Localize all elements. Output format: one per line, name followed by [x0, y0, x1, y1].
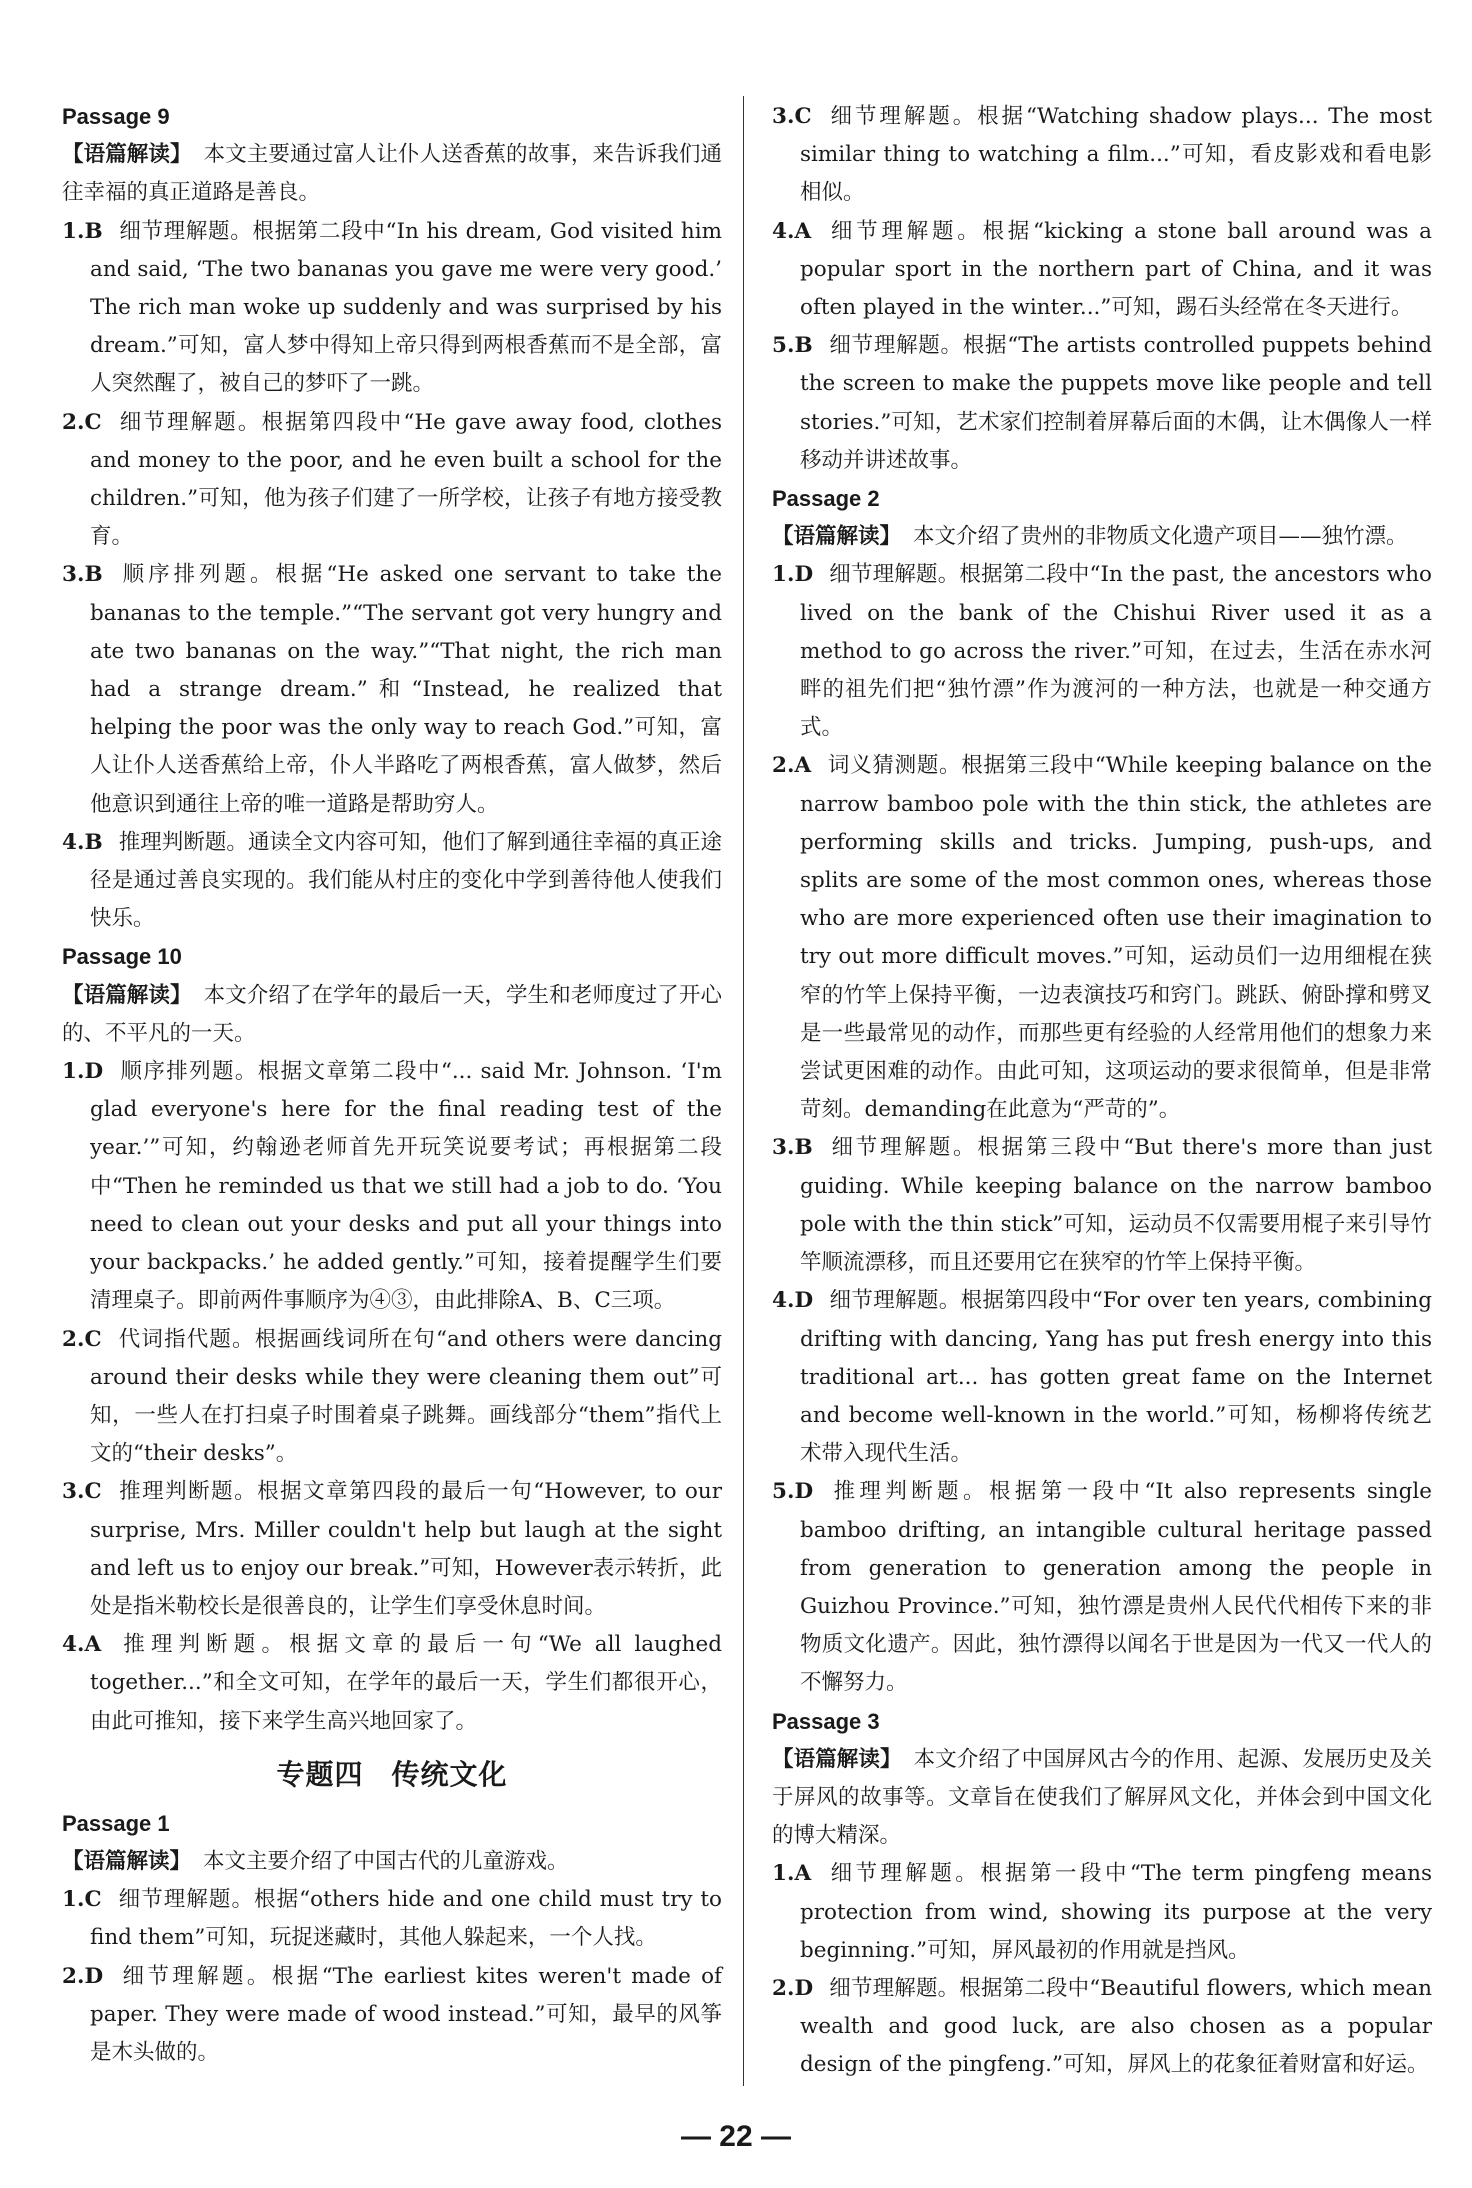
summary-text: 本文介绍了贵州的非物质文化遗产项目——独竹漂。 — [913, 524, 1408, 550]
summary-text: 本文主要介绍了中国古代的儿童游戏。 — [203, 1848, 569, 1874]
answer-item — [62, 213, 722, 404]
answer-letter: D — [84, 1963, 104, 1989]
answer-explanation: 细节理解题。根据第二段中“In his dream, God visited him and said, ‘The two bananas you gave me were very good.’ The rich man woke up suddenly and was surprised by his dream.”可知，富人梦中得知上帝只得到两根香蕉而不是全部，富人突然醒了，被自己的梦吓了一跳。 — [90, 218, 722, 397]
answer-item — [62, 1881, 722, 1957]
question-number: 3. — [772, 104, 795, 129]
answer-item — [772, 327, 1432, 480]
question-number: 5. — [772, 1479, 795, 1505]
section-label: 专题四 — [276, 1757, 364, 1791]
question-number: 5. — [772, 333, 795, 359]
question-number: 4. — [772, 1288, 795, 1314]
answer-explanation: 代词指代题。根据画线词所在句“and others were dancing around their desks while they were cleaning them out”可知，一些人在打扫桌子时围着桌子跳舞。画线部分“them”指代上文的“their desks”。 — [90, 1326, 722, 1467]
section-heading — [62, 1749, 722, 1801]
passage-heading: Passage 10 — [62, 944, 182, 970]
summary-tag: 【语篇解读】 — [772, 524, 902, 550]
question-number: 1. — [62, 218, 85, 244]
answer-explanation: 细节理解题。根据“kicking a stone ball around was a popular sport in the northern part of China, and it was often played in the winter...”可知，踢石头经常在冬天进行。 — [800, 218, 1432, 321]
answer-letter: D — [794, 1288, 814, 1314]
answer-item — [772, 1970, 1432, 2085]
question-number: 3. — [62, 1479, 85, 1505]
page-number: — 22 — — [680, 2120, 792, 2153]
passage-heading: Passage 1 — [62, 1810, 170, 1836]
summary-text: 本文介绍了在学年的最后一天，学生和老师度过了开心的、不平凡的一天。 — [62, 982, 722, 1046]
answer-item — [772, 1282, 1432, 1473]
answer-explanation: 细节理解题。根据第二段中“Beautiful flowers, which mean wealth and good luck, are also chosen as a popular design of the pingfeng.”可知，屏风上的花象征着财富和好运。 — [800, 1975, 1432, 2078]
question-number: 2. — [62, 409, 85, 435]
question-number: 2. — [62, 1963, 85, 1989]
question-number: 1. — [62, 1887, 85, 1913]
answer-item — [772, 1855, 1432, 1970]
right-column — [772, 98, 1432, 2085]
question-number: 2. — [772, 753, 795, 779]
answer-letter: C — [84, 1479, 102, 1505]
summary-tag: 【语篇解读】 — [772, 1746, 902, 1772]
answer-letter: C — [84, 409, 102, 435]
question-number: 1. — [772, 1861, 795, 1887]
passage-summary — [62, 1843, 722, 1881]
passage-heading: Passage 9 — [62, 104, 170, 129]
answer-letter: C — [794, 104, 812, 129]
answer-explanation: 细节理解题。根据“Watching shadow plays... The most similar thing to watching a film...”可知，看皮影戏和看电影相似。 — [800, 104, 1432, 206]
answer-explanation: 细节理解题。根据第二段中“In the past, the ancestors who lived on the bank of the Chishui River used it as a method to go across the river.”可知，在过去，生活在赤水河畔的祖先们把“独竹漂”作为渡河的一种方法，也就是一种交通方式。 — [800, 562, 1432, 741]
passage-summary — [62, 977, 722, 1053]
answer-letter: B — [84, 829, 103, 855]
answer-letter: A — [84, 1632, 102, 1658]
answer-explanation: 细节理解题。根据第四段中“For over ten years, combining drifting with dancing, Yang has put fresh energy into this traditional art... has gotten great fame on the Internet and become well-known in the world.”可知，杨柳将传统艺术带入现代生活。 — [800, 1288, 1432, 1467]
answer-item — [62, 824, 722, 939]
passage-summary — [62, 136, 722, 212]
answer-letter: A — [794, 218, 812, 244]
answer-item — [62, 556, 722, 823]
question-number: 3. — [772, 1135, 795, 1161]
answer-letter: A — [794, 1861, 812, 1887]
question-number: 4. — [62, 1632, 85, 1658]
answer-item — [772, 213, 1432, 328]
answer-explanation: 细节理解题。根据“The earliest kites weren't made of paper. They were made of wood instead.”可知，最早的风筝是木头做的。 — [90, 1963, 722, 2065]
summary-tag: 【语篇解读】 — [62, 1848, 192, 1874]
answer-explanation: 词义猜测题。根据第三段中“While keeping balance on the narrow bamboo pole with the thin stick, the athletes are performing skills and tricks. Jumping, push-ups, and splits are some of the most common ones, whereas those who are more experienced often use their imagination to try out more difficult moves.”可知，运动员们一边用细棍在狭窄的竹竿上保持平衡，一边表演技巧和窍门。跳跃、俯卧撑和劈叉是一些最常见的动作，而那些更有经验的人经常用他们的想象力来尝试更困难的动作。由此可知，这项运动的要求很简单，但是非常苛刻。demanding在此意为“严苛的”。 — [800, 753, 1432, 1123]
answer-letter: D — [794, 1479, 814, 1505]
answer-item — [772, 556, 1432, 747]
answer-letter: B — [794, 333, 813, 359]
answer-explanation: 顺序排列题。根据文章第二段中“... said Mr. Johnson. ‘I'm glad everyone's here for the final reading test of the year.’”可知，约翰逊老师首先开玩笑说要考试；再根据第二段中“Then he reminded us that we still had a job to do. ‘You need to clean out your desks and put all your things into your backpacks.’ he added gently.”可知，接着提醒学生们要清理桌子。即前两件事顺序为④③，由此排除A、B、C三项。 — [90, 1059, 722, 1314]
answer-item — [772, 747, 1432, 1129]
answer-explanation: 推理判断题。根据文章第四段的最后一句“However, to our surprise, Mrs. Miller couldn't help but laugh at the sight and left us to enjoy our break.”可知，However表示转折，此处是指米勒校长是很善良的，让学生们享受休息时间。 — [90, 1479, 722, 1619]
answer-explanation: 推理判断题。通读全文内容可知，他们了解到通往幸福的真正途径是通过善良实现的。我们能从村庄的变化中学到善待他人使我们快乐。 — [90, 829, 722, 932]
answer-letter: A — [794, 753, 812, 779]
left-column — [62, 98, 722, 2072]
answer-item — [62, 1473, 722, 1626]
answer-letter: D — [794, 1975, 814, 2001]
question-number: 2. — [62, 1326, 85, 1352]
answer-item — [62, 1321, 722, 1474]
answer-explanation: 细节理解题。根据“others hide and one child must try to find them”可知，玩捉迷藏时，其他人躲起来，一个人找。 — [90, 1887, 722, 1951]
answer-explanation: 细节理解题。根据第一段中“The term pingfeng means protection from wind, showing its purpose at the very beginning.”可知，屏风最初的作用就是挡风。 — [800, 1861, 1432, 1963]
passage-heading: Passage 2 — [772, 486, 880, 512]
answer-explanation: 推理判断题。根据文章的最后一句“We all laughed together...”和全文可知，在学年的最后一天，学生们都很开心，由此可推知，接下来学生高兴地回家了。 — [90, 1632, 722, 1734]
answer-item — [772, 1473, 1432, 1702]
answer-letter: D — [794, 562, 814, 588]
answer-item — [772, 98, 1432, 213]
answer-item — [62, 404, 722, 557]
answer-item — [62, 1958, 722, 2073]
answer-letter: D — [84, 1059, 104, 1085]
answer-explanation: 顺序排列题。根据“He asked one servant to take the bananas to the temple.”“The servant got very hungry and ate two bananas on the way.”“That night, the rich man had a strange dream.”和“Instead, he realized that helping the poor was the only way to reach God.”可知，富人让仆人送香蕉给上帝，仆人半路吃了两根香蕉，富人做梦，然后他意识到通往上帝的唯一道路是帮助穷人。 — [90, 562, 722, 817]
answer-explanation: 推理判断题。根据第一段中“It also represents single bamboo drifting, an intangible cultural heritage passed from generation to generation among the people in Guizhou Province.”可知，独竹漂是贵州人民代代相传下来的非物质文化遗产。因此，独竹漂得以闻名于世是因为一代又一代人的不懈努力。 — [800, 1479, 1432, 1696]
passage-summary — [772, 1741, 1432, 1856]
question-number: 2. — [772, 1975, 795, 2001]
answer-item — [772, 1129, 1432, 1282]
answer-item — [62, 1626, 722, 1741]
answer-letter: B — [84, 218, 103, 244]
answer-letter: C — [84, 1326, 102, 1352]
answer-explanation: 细节理解题。根据第三段中“But there's more than just guiding. While keeping balance on the narrow bamboo pole with the thin stick”可知，运动员不仅需要用棍子来引导竹竿顺流漂移，而且还要用它在狭窄的竹竿上保持平衡。 — [800, 1135, 1432, 1276]
answer-letter: B — [794, 1135, 813, 1161]
passage-summary — [772, 518, 1432, 556]
summary-tag: 【语篇解读】 — [62, 982, 192, 1008]
summary-tag: 【语篇解读】 — [62, 142, 192, 168]
question-number: 4. — [772, 218, 795, 244]
question-number: 3. — [62, 562, 85, 588]
answer-item — [62, 1053, 722, 1320]
question-number: 1. — [62, 1059, 85, 1085]
answer-letter: C — [84, 1887, 102, 1913]
passage-heading: Passage 3 — [772, 1708, 880, 1734]
summary-text: 本文介绍了中国屏风古今的作用、起源、发展历史及关于屏风的故事等。文章旨在使我们了解屏风文化，并体会到中国文化的博大精深。 — [772, 1746, 1432, 1849]
section-title-text: 传统文化 — [391, 1757, 508, 1791]
answer-explanation: 细节理解题。根据第四段中“He gave away food, clothes and money to the poor, and he even built a school for the children.”可知，他为孩子们建了一所学校，让孩子有地方接受教育。 — [90, 409, 722, 550]
answer-letter: B — [84, 562, 103, 588]
summary-text: 本文主要通过富人让仆人送香蕉的故事，来告诉我们通往幸福的真正道路是善良。 — [62, 142, 722, 206]
question-number: 4. — [62, 829, 85, 855]
answer-explanation: 细节理解题。根据“The artists controlled puppets behind the screen to make the puppets move like people and tell stories.”可知，艺术家们控制着屏幕后面的木偶，让木偶像人一样移动并讲述故事。 — [800, 333, 1432, 473]
question-number: 1. — [772, 562, 795, 588]
column-divider — [743, 96, 744, 2086]
